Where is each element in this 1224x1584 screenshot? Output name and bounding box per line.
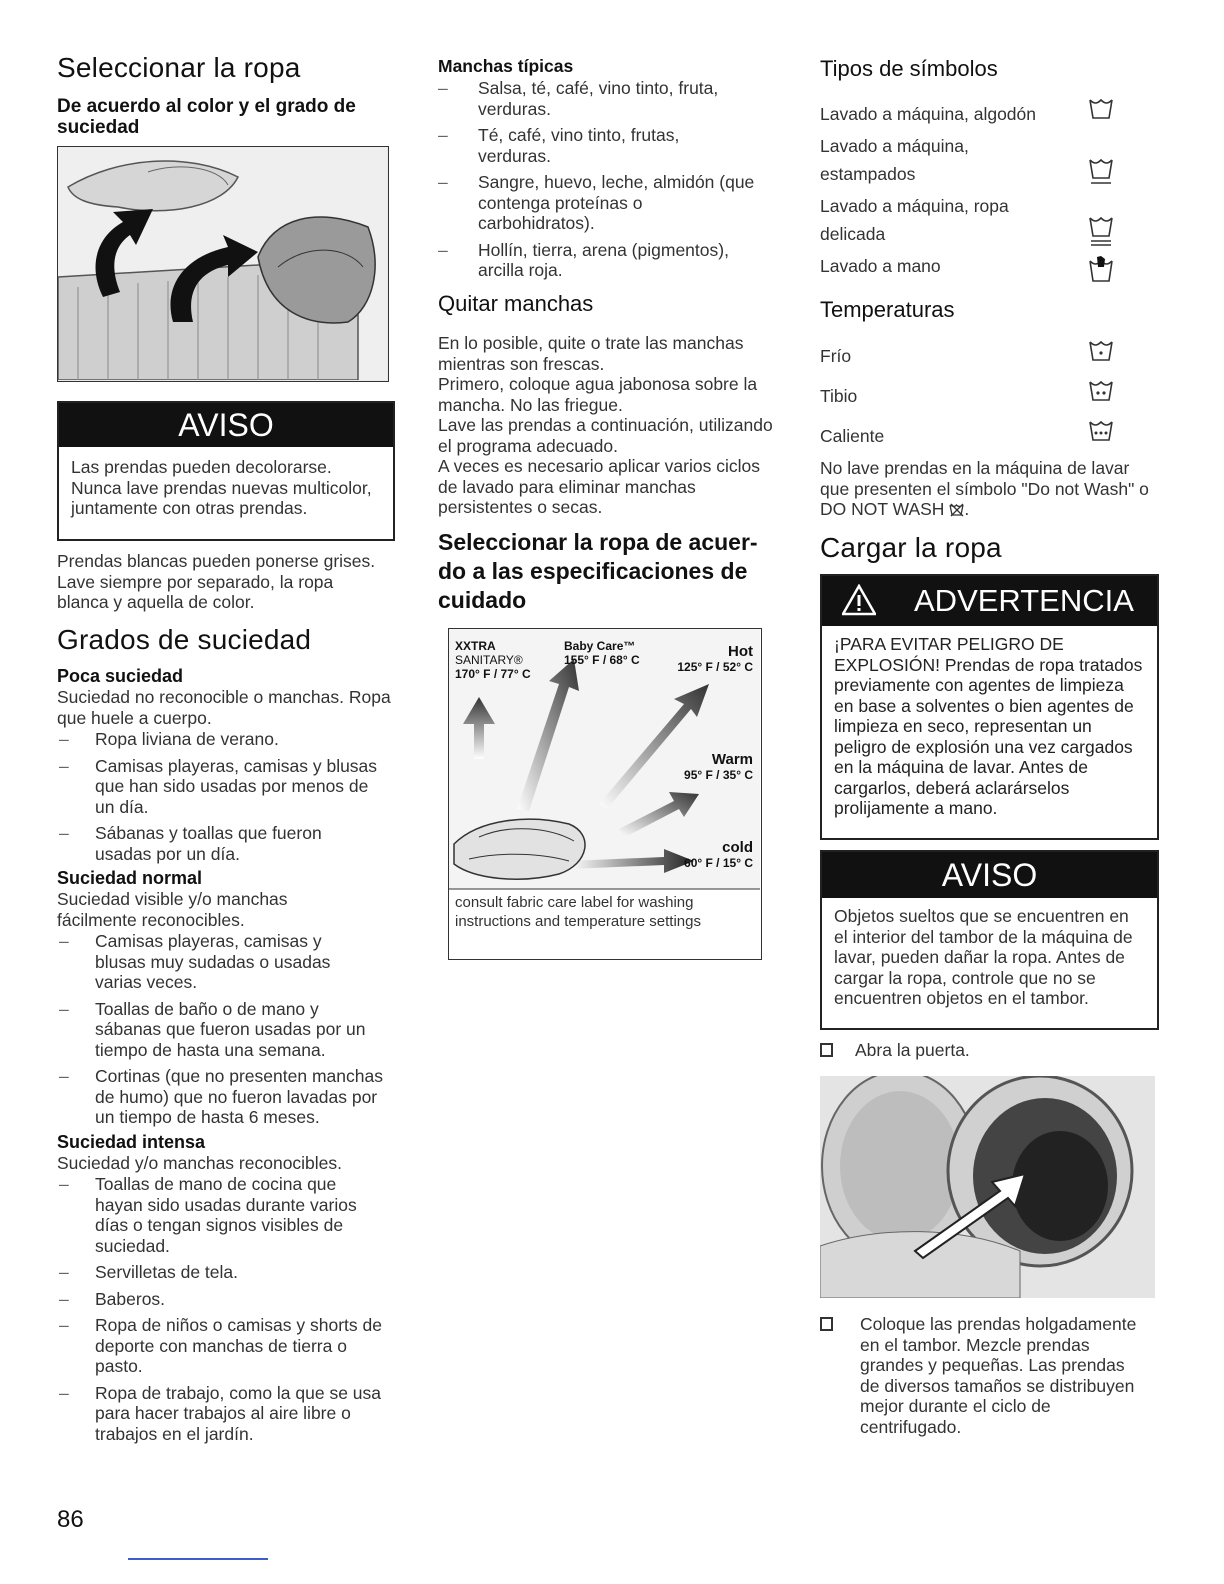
no-wash-text: No lave prendas en la máquina de lavar que presenten el símbolo "Do not Wash" o DO NOT WASH [820,458,1149,519]
section-title-cargar: Cargar la ropa [820,532,1002,563]
label-warm-temp: 95° F / 35° C [684,768,753,782]
chart-label-xxtra [455,639,531,681]
do-not-wash-icon [949,503,964,517]
poca-title: Poca suciedad [57,666,184,686]
temperature-row [820,382,1112,410]
temperaturas-title: Temperaturas [820,297,955,322]
section-title-grados: Grados de suciedad [57,624,312,655]
quitar-paragraphs [438,333,778,518]
soil-levels [57,666,395,1444]
temperature-label: Tibio [820,386,858,406]
list-item: – Toallas de baño o de mano y sábanas que fueron usadas por un tiempo de hasta una semana. [57,999,387,1061]
list-item: – Ropa de niños o camisas y shorts de deporte con manchas de tierra o pasto. [57,1315,391,1377]
wash-permanent-press-icon [1088,156,1114,188]
symbol-label: Lavado a máquina, estampados [820,136,969,184]
chart-label-warm [684,751,753,782]
label-warm: Warm [711,751,753,768]
label-baby: Baby Care™ [564,639,636,653]
manchas-list [438,78,778,281]
wash-cold-icon [1088,338,1114,364]
symbol-label: Lavado a mano [820,256,941,276]
advertencia-banner [822,576,1157,626]
paragraph: Lave las prendas a continuación, utilizando el programa adecuado. [438,415,773,456]
step-text: Abra la puerta. [855,1040,970,1060]
temperature-list [820,342,1112,450]
list-item: – Servilletas de tela. [57,1262,395,1283]
temperature-chart [448,628,762,960]
manchas-title: Manchas típicas [438,56,574,76]
white-clothes-note: Prendas blancas pueden ponerse grises. Lave siempre por separado, la ropa blanca y aquella de color. [57,551,376,612]
symbol-row [820,100,1065,128]
list-item: – Baberos. [57,1289,395,1310]
aviso-banner: AVISO [59,403,393,447]
label-hot: Hot [728,643,753,660]
advertencia-box [820,574,1159,840]
aviso-box-color [57,401,395,541]
list-item: – Sangre, huevo, leche, almidón (que contenga proteínas o carbohidratos). [438,172,758,234]
quitar-title: Quitar manchas [438,291,594,316]
chart-label-baby [564,639,640,667]
aviso-text: Objetos sueltos que se encuentren en el interior del tambor de la máquina de lavar, pueden dañar la ropa. Antes de cargar la ropa, controle que no se encuentren objetos en el tambor. [834,906,1133,1008]
label-sanitary-temp: 170° F / 77° C [455,667,531,681]
symbol-row [820,132,1020,188]
checkbox-icon [820,1317,833,1331]
list-item: – Camisas playeras, camisas y blusas muy sudadas o usadas varias veces. [57,931,377,993]
care-title: Seleccionar la ropa de acuer-do a las especificaciones de cuidado [438,529,758,613]
tipos-title: Tipos de símbolos [820,56,998,81]
symbol-label: Lavado a máquina, ropa delicada [820,196,1009,244]
temperature-label: Frío [820,346,852,366]
symbol-row [820,252,1112,280]
wash-hot-icon [1088,418,1114,444]
label-sanitary: SANITARY® [455,653,523,667]
intensa-title: Suciedad intensa [57,1131,206,1152]
basket-illustration [57,146,389,382]
list-item: – Hollín, tierra, arena (pigmentos), arcilla roja. [438,240,768,281]
list-item: – Salsa, té, café, vino tinto, fruta, verduras. [438,78,758,119]
aviso-banner: AVISO [822,852,1157,898]
aviso-text: Las prendas pueden decolorarse. Nunca lave prendas nuevas multicolor, juntamente con otras prendas. [71,457,372,518]
wash-warm-icon [1088,378,1114,404]
list-item: – Sábanas y toallas que fueron usadas por un día. [57,823,357,864]
list-item: – Té, café, vino tinto, frutas, verduras. [438,125,738,166]
paragraph: Primero, coloque agua jabonosa sobre la mancha. No las friegue. [438,374,758,415]
list-item: – Cortinas (que no presenten manchas de humo) que no fueron lavadas por un tiempo de hasta 6 meses. [57,1066,391,1128]
warning-triangle-icon [842,584,876,616]
chart-label-cold [684,839,753,870]
label-cold: cold [722,839,753,856]
normal-title: Suciedad normal [57,868,203,888]
aviso-box-objects [820,850,1159,1030]
list-item: – Camisas playeras, camisas y blusas que han sido usadas por menos de un día. [57,756,391,818]
page-number: 86 [57,1506,84,1533]
step-open-door [820,1040,970,1061]
section-title-seleccionar: Seleccionar la ropa [57,52,301,83]
normal-text: Suciedad visible y/o manchas fácilmente reconocibles. [57,889,288,930]
paragraph: En lo posible, quite o trate las manchas mientras son frescas. [438,333,744,374]
label-cold-temp: 60° F / 15° C [684,856,753,870]
advertencia-label: ADVERTENCIA [914,583,1134,618]
list-item: – Toallas de mano de cocina que hayan sido usadas durante varios días o tengan signos visibles de suciedad. [57,1174,387,1256]
symbol-list [820,100,1112,280]
footer-rule [128,1558,268,1560]
chart-label-hot [677,643,753,674]
list-item: – Ropa de trabajo, como la que se usa para hacer trabajos al aire libre o trabajos en el jardín. [57,1383,395,1445]
temperature-label: Caliente [820,426,885,446]
intensa-text: Suciedad y/o manchas reconocibles. [57,1152,343,1173]
temperature-row [820,342,1112,370]
wash-delicate-icon [1088,214,1114,250]
no-wash-note: No lave prendas en la máquina de lavar que presenten el símbolo "Do not Wash" o DO NOT WASH . [820,458,1149,519]
step-text: Coloque las prendas holgadamente en el tambor. Mezcle prendas grandes y pequeñas. Las prendas de diversos tamaños se distribuyen mejor durante el ciclo de centrifugado. [860,1314,1137,1437]
advertencia-text: ¡PARA EVITAR PELIGRO DE EXPLOSIÓN! Prendas de ropa tratados previamente con agentes de limpieza en base a solventes o bien agentes de limpieza en seco, representan un peligro de explosión una vez cargados en la máquina de lavar. Antes de cargarlos, deberá aclarárselos prolijamente a mano. [834,634,1143,818]
symbol-row [820,192,1020,248]
poca-text: Suciedad no reconocible o manchas. Ropa que huele a cuerpo. [57,687,391,728]
washer-door-illustration [820,1076,1155,1298]
checkbox-icon [820,1043,833,1057]
list-item: – Ropa liviana de verano. [57,729,395,750]
symbol-label: Lavado a máquina, algodón [820,104,1037,124]
subtitle-color: De acuerdo al color y el grado de suciedad [57,96,356,138]
label-hot-temp: 125° F / 52° C [677,660,753,674]
chart-footer: consult fabric care label for washing instructions and temperature settings [455,894,701,930]
paragraph: A veces es necesario aplicar varios ciclos de lavado para eliminar manchas persistentes o secas. [438,456,760,517]
wash-cotton-icon [1088,96,1114,122]
label-baby-temp: 155° F / 68° C [564,653,640,667]
label-xxtra: XXTRA [455,639,496,653]
temperature-row [820,422,1112,450]
hand-wash-icon [1088,255,1114,283]
step-load-clothes [820,1314,1160,1437]
